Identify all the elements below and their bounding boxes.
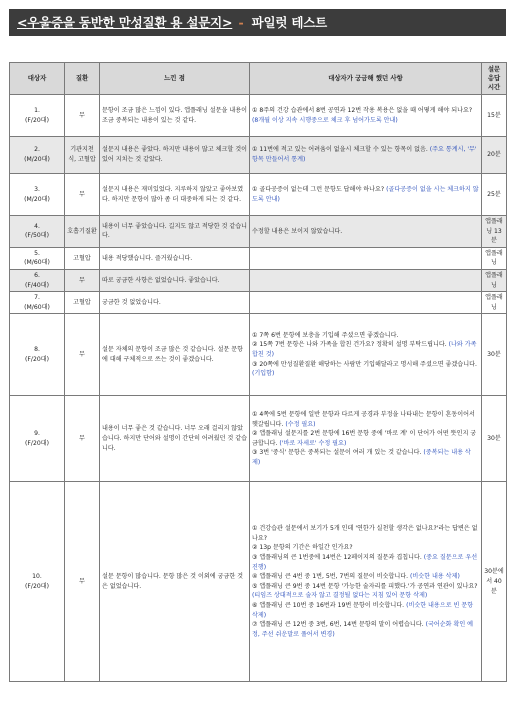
- disease-text: 기관지천식, 고혈압: [68, 146, 96, 163]
- impression-cell: [100, 396, 250, 482]
- subject-info: (F/40대): [25, 281, 49, 289]
- document-title-bar: [9, 9, 506, 36]
- question-item: [252, 331, 479, 341]
- subject-number: 9.: [34, 430, 40, 438]
- response-time: 25분: [487, 190, 501, 198]
- subject-number: 6.: [34, 271, 40, 279]
- subject-number: 7.: [34, 294, 40, 302]
- question-text: ② 13p 문항의 기간은 하일간 인가요?: [252, 544, 353, 552]
- response-time: 30분: [487, 351, 501, 359]
- subject-cell: [10, 396, 65, 482]
- impression-text: 궁금한 것 없었습니다.: [102, 298, 161, 306]
- subject-cell: [10, 216, 65, 248]
- question-note: (국어순화 확인 예정, 주선 쉬운말로 풀어서 변경): [252, 621, 474, 638]
- disease-cell: [65, 269, 100, 291]
- header-impression: 느낀 점: [100, 63, 250, 95]
- question-item: [252, 620, 479, 639]
- time-cell: [482, 269, 507, 291]
- subject-cell: [10, 174, 65, 216]
- subject-info: (F/20대): [25, 582, 49, 590]
- disease-text: 무: [79, 435, 85, 443]
- table-row: [10, 216, 507, 248]
- question-text: ① 8주의 건강 습관에서 8번 공연과 12번 작용 복용은 없을 때 어떻게 해야 되나요?: [252, 106, 473, 114]
- subject-info: (F/20대): [25, 355, 49, 363]
- header-questions: 대상자가 궁금해 했던 사항: [250, 63, 482, 95]
- time-cell: [482, 292, 507, 314]
- subject-info: (M/60대): [24, 259, 50, 267]
- response-time: 30분에서 40분: [484, 568, 504, 595]
- question-item: [252, 429, 479, 448]
- questions-cell: [250, 292, 482, 314]
- response-time: 15분: [487, 111, 501, 119]
- response-time: 앱플래닝 13분: [485, 218, 503, 245]
- question-note: (비슷한 내용으로 빈 문항 삭제): [252, 602, 474, 619]
- disease-text: 무: [79, 190, 85, 198]
- question-text: ① 건강습관 설문에서 보기가 5개 인데 '연한가 실천할 생각은 없나요?'라는 답변은 없나요?: [252, 525, 478, 542]
- question-note: (중요 질문으로 우선 진행): [252, 554, 478, 571]
- question-item: [252, 582, 479, 601]
- table-row: [10, 247, 507, 269]
- questions-cell: [250, 314, 482, 396]
- question-item: [252, 524, 479, 543]
- table-row: [10, 482, 507, 682]
- subject-cell: [10, 314, 65, 396]
- subject-cell: [10, 95, 65, 137]
- disease-text: 무: [79, 578, 85, 586]
- response-time: 앱플래닝: [485, 294, 503, 311]
- disease-cell: [65, 216, 100, 248]
- question-item: [252, 543, 479, 553]
- impression-text: 설문지 내용은 재미있었다. 지루하지 않았고 좋아보였다. 하지만 문항이 많아 좀 더 대중하게 되는 것 같다.: [102, 185, 244, 203]
- title-dash: -: [238, 15, 244, 30]
- question-text: ② 앱플래닝 설문지를 2번 문항에 16번 문항 중에 '바로 계' 이 단어가 어떤 뜻인지 궁금합니다.: [252, 430, 477, 447]
- impression-cell: [100, 95, 250, 137]
- response-time: 20분: [487, 151, 501, 159]
- disease-text: 무: [79, 351, 85, 359]
- subject-info: (F/20대): [25, 439, 49, 447]
- question-text: ① 4쪽에 5번 문항에 일반 문항과 다르게 공경과 부정을 나타내는 문항이 혼동이어서 헷갈립니다.: [252, 411, 475, 428]
- question-text: ① 골다공증이 없는데 그런 문항도 답해야 하나요?: [252, 185, 385, 193]
- question-note: (기입함): [252, 370, 275, 378]
- impression-cell: [100, 216, 250, 248]
- question-note: (수정 필요): [285, 420, 316, 428]
- question-item: [252, 227, 479, 237]
- question-text: ② 15쪽 7번 문항은 나와 가족을 합친 건가요? 정확히 설명 부탁드립니다.: [252, 341, 447, 349]
- pilot-test-table: [9, 62, 507, 682]
- time-cell: [482, 216, 507, 248]
- questions-cell: [250, 482, 482, 682]
- subject-number: 8.: [34, 346, 40, 354]
- impression-text: 문항이 조금 많은 느낌이 있다. 앱플래닝 설문을 내용이 조금 중복되는 내용이 있는 것 같다.: [102, 106, 248, 124]
- time-cell: [482, 314, 507, 396]
- question-note: ('바로 자세로' 수정 필요): [279, 439, 347, 447]
- question-item: [252, 553, 479, 572]
- question-text: ③ 20쪽에 만성질환질환 해당하는 사람만 기입해달라고 명시해 주셨으면 좋겠습니다.: [252, 360, 477, 368]
- question-text: ① 7쪽 6번 문항에 보충을 기입해 주셨으면 좋겠습니다.: [252, 331, 399, 339]
- table-row: [10, 292, 507, 314]
- question-item: [252, 145, 479, 164]
- disease-cell: [65, 482, 100, 682]
- question-note: (티임즈 상대적으로 술자 않고 결정될 없다는 지침 있어 문항 삭제): [252, 592, 428, 600]
- disease-text: 무: [79, 276, 85, 284]
- question-note: (골다공증이 없을 시는 체크하지 않도록 안내): [252, 185, 479, 203]
- question-note: (중복되는 내용 삭제): [252, 449, 471, 467]
- subject-info: (F/50대): [25, 232, 49, 240]
- subject-info: (M/20대): [24, 195, 50, 203]
- question-item: [252, 106, 479, 125]
- header-time: 설문 응답 시간: [482, 63, 507, 95]
- question-note: (주요 통계시, '무' 항목 만들어서 통계): [252, 146, 477, 163]
- question-text: ③ 3번 '중식' 문항은 중복되는 설문이 여러 개 있는 것 같습니다.: [252, 449, 422, 457]
- disease-cell: [65, 174, 100, 216]
- subject-cell: [10, 292, 65, 314]
- header-subject: 대상자: [10, 63, 65, 95]
- subject-number: 5.: [34, 249, 40, 257]
- disease-cell: [65, 396, 100, 482]
- question-item: [252, 410, 479, 429]
- subject-number: 10.: [32, 573, 42, 581]
- impression-text: 설문지 내용은 좋았다. 하지만 내용이 많고 체크할 것이 있어 지치는 것 같았다.: [102, 146, 248, 163]
- question-text: ④ 앱플래닝 큰 4번 중 1번, 5번, 7번의 질문이 비슷합니다.: [252, 573, 409, 581]
- question-item: [252, 185, 479, 204]
- question-text: ⑥ 앱플래닝 큰 10번 중 16번과 19번 문항이 비슷합니다.: [252, 602, 405, 610]
- subject-number: 2.: [34, 146, 40, 154]
- question-item: [252, 448, 479, 467]
- disease-text: 고혈압: [73, 254, 91, 262]
- questions-cell: [250, 216, 482, 248]
- table-row: [10, 95, 507, 137]
- table-header-row: [10, 63, 507, 95]
- impression-cell: [100, 137, 250, 174]
- question-item: [252, 360, 479, 379]
- question-text: ⑦ 앱플래닝 큰 12번 중 3번, 6번, 14번 문항의 말이 어렵습니다.: [252, 621, 424, 629]
- disease-cell: [65, 292, 100, 314]
- disease-cell: [65, 247, 100, 269]
- question-item: [252, 340, 479, 359]
- subject-info: (F/20대): [25, 116, 49, 124]
- table-row: [10, 314, 507, 396]
- time-cell: [482, 174, 507, 216]
- subject-info: (M/60대): [24, 303, 50, 311]
- questions-cell: [250, 396, 482, 482]
- questions-cell: [250, 137, 482, 174]
- disease-text: 무: [79, 111, 85, 119]
- table-body: [10, 95, 507, 682]
- questions-cell: [250, 95, 482, 137]
- impression-cell: [100, 482, 250, 682]
- title-sub: 파일럿 테스트: [251, 15, 327, 30]
- table-row: [10, 174, 507, 216]
- question-note: (8개월 이상 지속 시행중으로 체크 후 넘어가도록 안내): [252, 116, 398, 124]
- subject-cell: [10, 269, 65, 291]
- time-cell: [482, 137, 507, 174]
- table-row: [10, 396, 507, 482]
- question-note: (비슷한 내용 삭제): [410, 573, 460, 581]
- questions-cell: [250, 269, 482, 291]
- time-cell: [482, 482, 507, 682]
- time-cell: [482, 95, 507, 137]
- impression-text: 내용 적당했습니다. 즐거웠습니다.: [102, 254, 193, 262]
- time-cell: [482, 247, 507, 269]
- question-text: ⑤ 앱플래닝 큰 9번 중 14번 문항 '가능한 술자리를 피했다.'가 공연과 연관이 있나요?: [252, 582, 478, 590]
- subject-number: 1.: [34, 106, 40, 114]
- questions-cell: [250, 174, 482, 216]
- disease-cell: [65, 314, 100, 396]
- title-main: <우울증을 동반한 만성질환 용 설문지>: [17, 15, 233, 30]
- impression-text: 따로 궁금한 사항은 없었습니다. 좋았습니다.: [102, 276, 220, 284]
- subject-cell: [10, 247, 65, 269]
- header-disease: 질환: [65, 63, 100, 95]
- impression-cell: [100, 247, 250, 269]
- impression-text: 설문 문항이 많습니다. 문항 많은 것 이외에 궁금한 것은 없었습니다.: [102, 573, 244, 590]
- impression-cell: [100, 292, 250, 314]
- question-item: [252, 572, 479, 582]
- subject-number: 3.: [34, 185, 40, 193]
- time-cell: [482, 396, 507, 482]
- response-time: 앱플래닝: [485, 271, 503, 289]
- question-text: 수정할 내용은 보이지 않았습니다.: [252, 227, 343, 235]
- impression-cell: [100, 269, 250, 291]
- impression-text: 설문 자체의 문항이 조금 많은 것 같습니다. 설문 문항에 대해 구체적으로 쓰는 것이 좋겠습니다.: [102, 346, 244, 363]
- disease-cell: [65, 95, 100, 137]
- response-time: 앱플래닝: [485, 249, 503, 267]
- question-note: (나와 가족 합친 것): [252, 341, 477, 359]
- impression-cell: [100, 174, 250, 216]
- question-text: ① 11번에 적고 있는 어려움이 없을시 체크할 수 있는 항목이 없음.: [252, 146, 428, 154]
- subject-cell: [10, 137, 65, 174]
- impression-text: 내용이 너무 좋았습니다. 길지도 않고 적당한 것 같습니다.: [102, 222, 248, 240]
- subject-info: (M/20대): [24, 156, 50, 163]
- table-row: [10, 269, 507, 291]
- subject-cell: [10, 482, 65, 682]
- response-time: 30분: [487, 435, 501, 443]
- disease-text: 호흡기질환: [67, 227, 97, 235]
- question-text: ③ 앱플래닝의 큰 1번중에 14번은 12페이지의 질문과 겹칩니다.: [252, 554, 422, 562]
- impression-cell: [100, 314, 250, 396]
- impression-text: 내용이 너무 좋은 것 같습니다. 너무 오래 걸리지 않았습니다. 하지만 단어와 설명이 간단히 어려웠던 것 같습니다.: [102, 425, 248, 452]
- question-item: [252, 601, 479, 620]
- questions-cell: [250, 247, 482, 269]
- subject-number: 4.: [34, 222, 40, 230]
- disease-text: 고혈압: [73, 298, 91, 306]
- table-row: [10, 137, 507, 174]
- disease-cell: [65, 137, 100, 174]
